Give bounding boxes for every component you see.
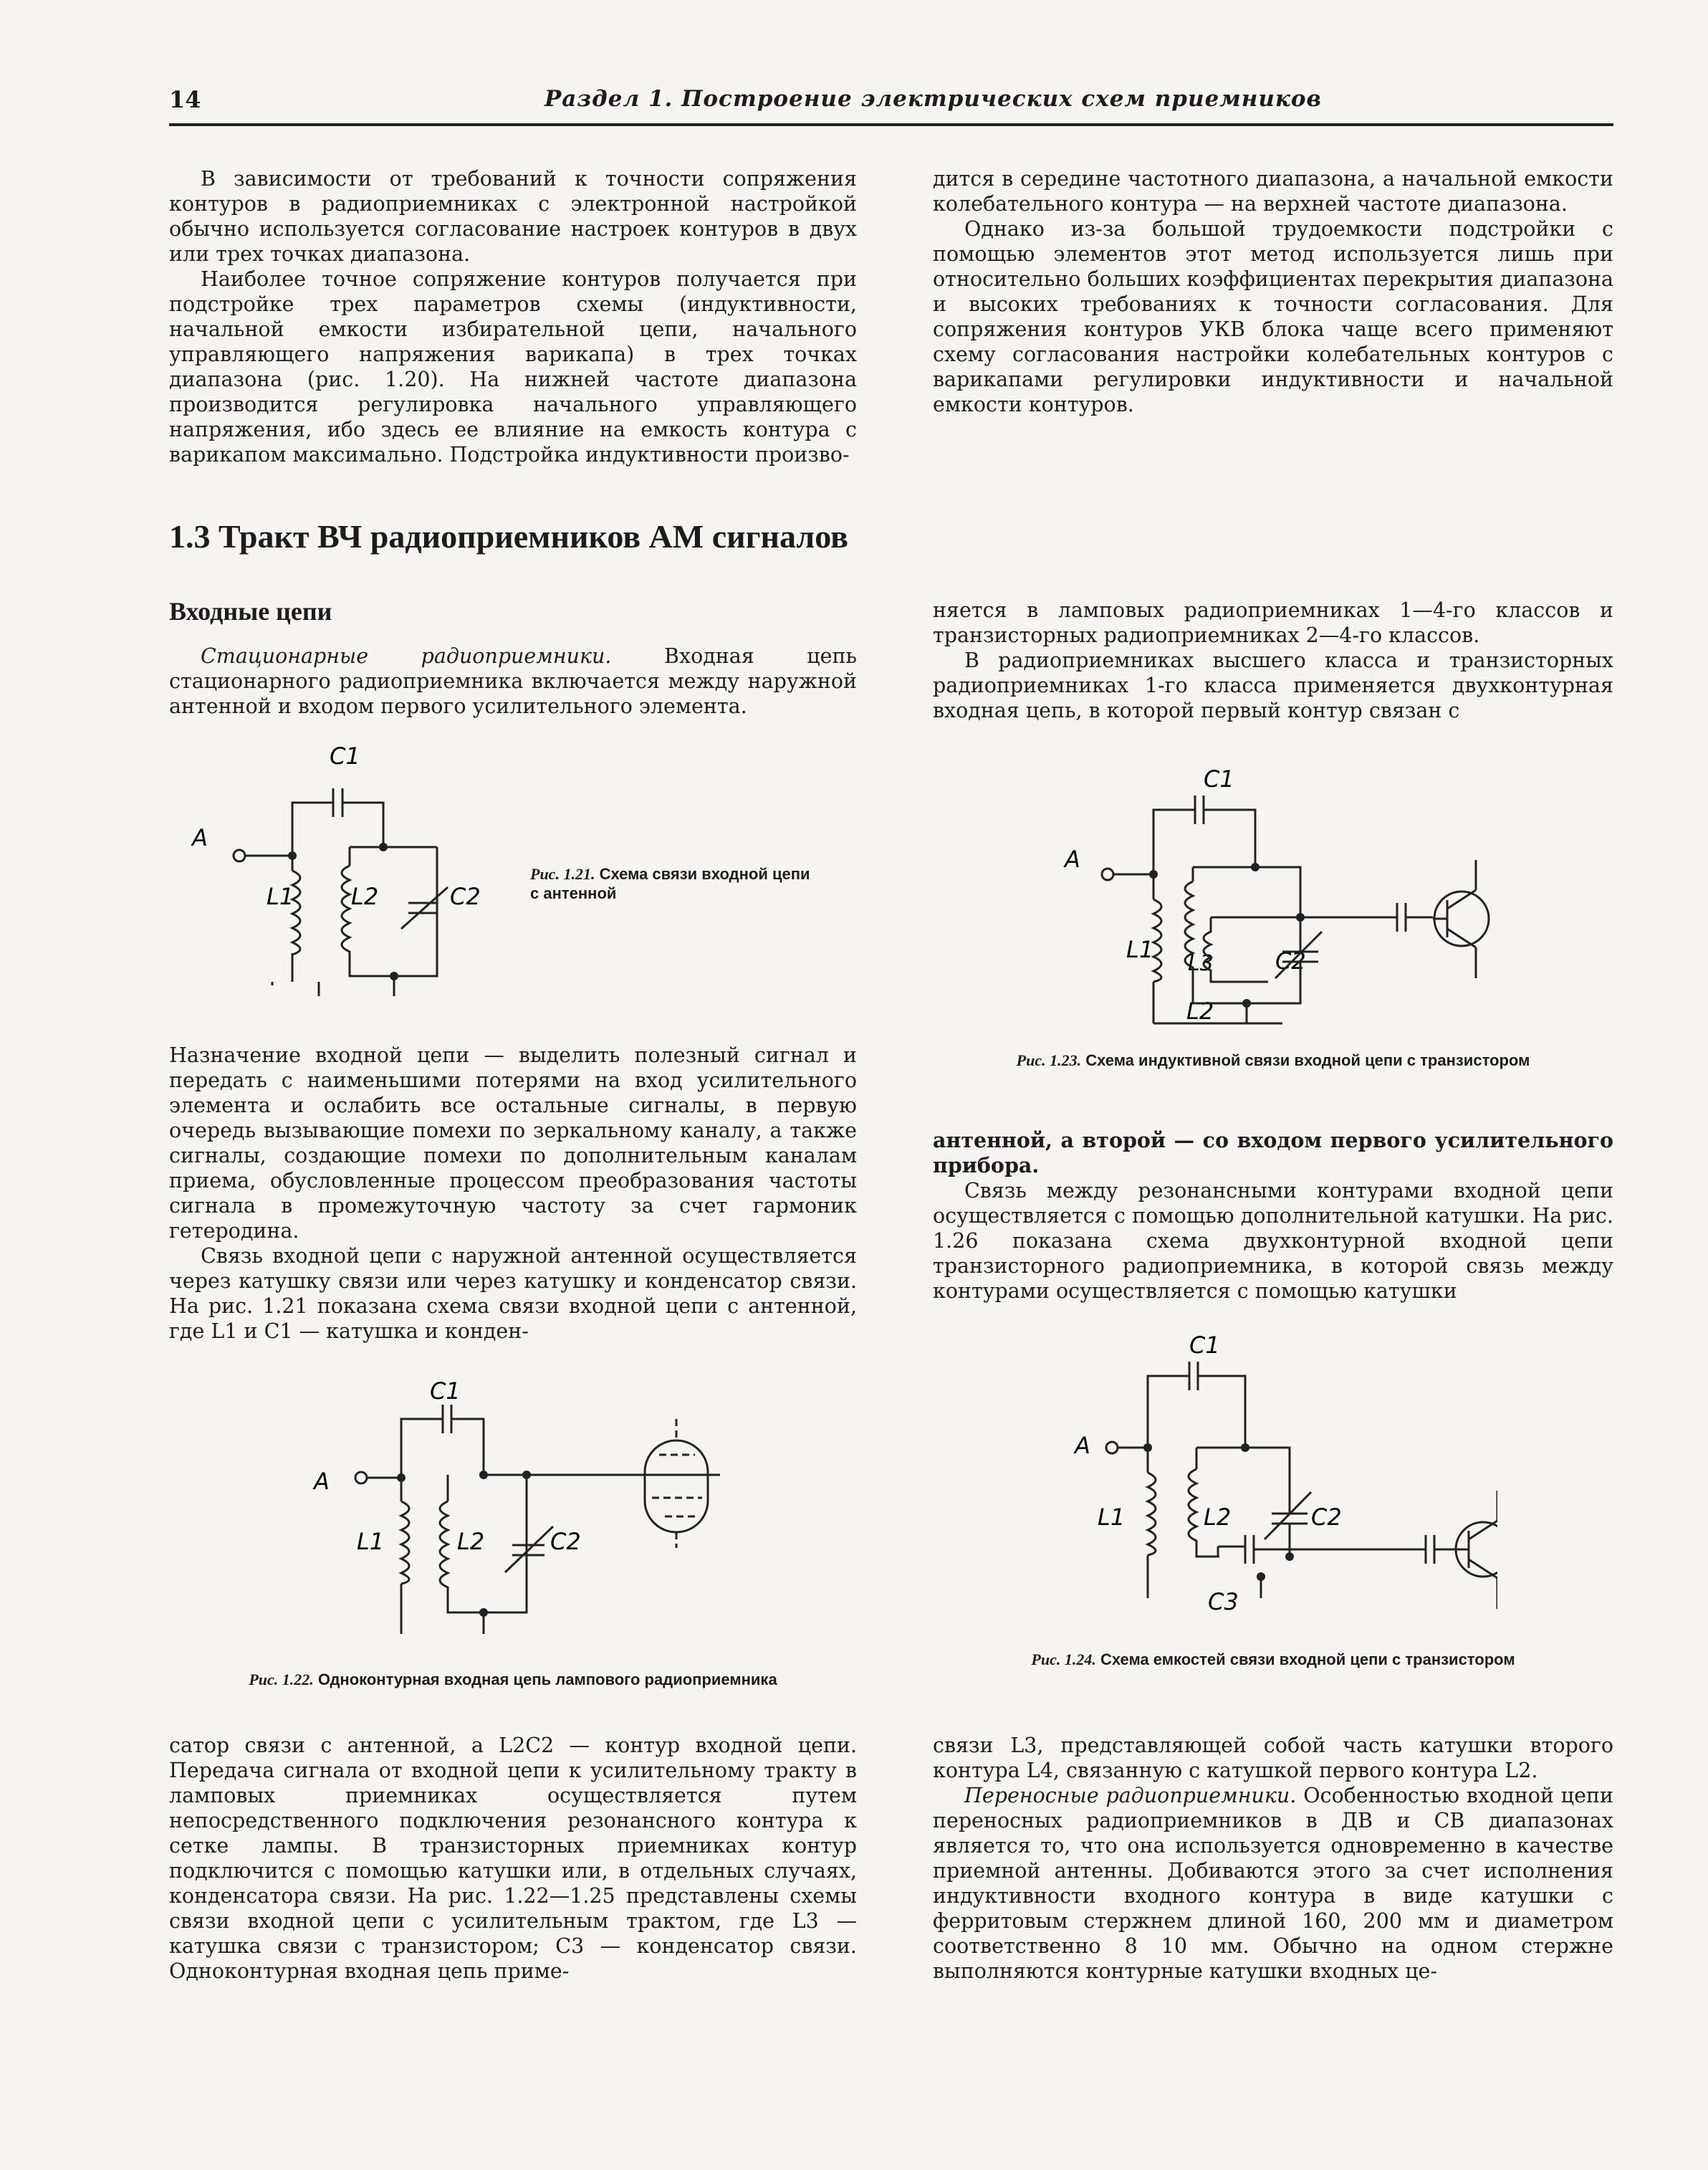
running-header: Раздел 1. Построение электрических схем приемников [544, 86, 1322, 112]
paragraph: связи L3, представляющей собой часть катушки второго контура L4, связанную с катушкой первого контура L2. [933, 1734, 1613, 1782]
figure-1-22-caption: Рис. 1.22. Одноконтурная входная цепь лампового радиоприемника [249, 1670, 777, 1688]
subsection-title: Входные цепи [169, 597, 332, 626]
label-c2: C2 [1275, 947, 1306, 975]
antenna-terminal [234, 850, 245, 861]
antenna-terminal [1102, 869, 1113, 880]
paragraph: Наиболее точное сопряжение контуров получается при подстройке трех параметров схемы (индуктивности, начальной емкости избирательной цепи, начального управляющего напряжения варикапа) в трех точках диапазона (рис. 1.20). На нижней частоте диапазона производится регулировка начального управляющего напряжения, ибо здесь ее влияние на емкость контура с варикапом максимально. Подстройка индуктивности произво- [169, 267, 857, 467]
label-a: A [192, 824, 208, 851]
label-l1: L1 [1126, 936, 1154, 963]
top-right-column [933, 166, 1613, 417]
paragraph: Связь между резонансными контурами входной цепи осуществляется с помощью дополнительной катушки. На рис. 1.26 показана схема двухконтурной входной цепи транзисторного радиоприемника, в которой связь между контурами осуществляется с помощью катушки [933, 1179, 1613, 1303]
label-l1: L1 [267, 883, 294, 910]
paragraph: антенной, а второй — со входом первого усилительного прибора. [933, 1128, 1613, 1177]
label-l2: L2 [351, 883, 379, 910]
figure-1-21 [186, 738, 502, 1010]
label-a: A [314, 1468, 330, 1495]
label-c1: C1 [430, 1377, 461, 1405]
left-middle [169, 1043, 857, 1344]
right-upper [933, 598, 1613, 723]
left-bottom [169, 1733, 857, 1984]
figure-1-21-caption: Рис. 1.21. Схема связи входной цепи с антенной [530, 865, 810, 902]
antenna-terminal [1106, 1442, 1118, 1453]
label-c1: C1 [330, 742, 360, 770]
label-c1: C1 [1204, 765, 1234, 793]
paragraph: Однако из-за большой трудоемкости подстройки с помощью элементов этот метод используется лишь при относительно больших коэффициентах перекрытия диапазона и высоких требованиях к точности согласования. Для сопряжения контуров УКВ блока чаще всего применяют схему согласования настройки колебательных контуров с варикапами регулировки индуктивности и начальной емкости контуров. [933, 217, 1613, 416]
label-c2: C2 [550, 1528, 581, 1555]
paragraph: В зависимости от требований к точности сопряжения контуров в радиоприемниках с электронной настройкой обычно используется согласование настроек контуров в двух или трех точках диапазона. [169, 167, 857, 266]
figure-1-23-caption: Рис. 1.23. Схема индуктивной связи входной цепи с транзистором [1016, 1051, 1530, 1069]
page-number: 14 [169, 86, 201, 113]
header-rule [169, 123, 1613, 126]
label-a: A [1075, 1432, 1090, 1459]
label-c2: C2 [1311, 1504, 1342, 1531]
figure-1-23 [1046, 760, 1505, 1039]
label-l1: L1 [357, 1528, 385, 1555]
label-l2: L2 [1204, 1504, 1232, 1531]
paragraph: Назначение входной цепи — выделить полезный сигнал и передать с наименьшими потерями на вход усилительного элемента и ослабить все остальные сигналы, в первую очередь вызывающие помехи по зеркальному каналу, а также сигналы, создающие помехи по дополнительным каналам приема, обусловленные процессом преобразования частоты сигнала в промежуточную частоту за счет гармоник гетеродина. [169, 1043, 857, 1243]
left-intro [169, 644, 857, 719]
schematic-wires [367, 1405, 720, 1634]
label-c2: C2 [450, 883, 481, 910]
run-in-heading: Переносные радиоприемники. [964, 1784, 1297, 1807]
right-middle [933, 1128, 1613, 1304]
top-left-column [169, 166, 857, 467]
label-l1: L1 [1098, 1504, 1126, 1531]
label-l2: L2 [1186, 998, 1214, 1025]
paragraph: Переносные радиоприемники. Особенностью входной цепи переносных радиоприемников в ДВ и СВ диапазонах является то, что она используется одновременно в качестве приемной антенны. Добиваются этого за счет исполнения индуктивности входного контура в виде катушки с ферритовым стержнем длиной 160, 200 мм и диаметром соответственно 8 10 мм. Обычно на одном стержне выполняются контурные катушки входных це- [933, 1784, 1613, 1983]
paragraph: дится в середине частотного диапазона, а начальной емкости колебательного контура — на верхней частоте диапазона. [933, 167, 1613, 216]
schematic-wires [1113, 795, 1489, 1023]
paragraph: Связь входной цепи с наружной антенной осуществляется через катушку связи или через катушку и конденсатор связи. На рис. 1.21 показана схема связи входной цепи с антенной, где L1 и C1 — катушка и конден- [169, 1244, 857, 1343]
label-a: A [1065, 846, 1080, 873]
antenna-terminal [355, 1472, 367, 1483]
label-c3: C3 [1208, 1588, 1239, 1615]
figure-1-24 [1068, 1326, 1497, 1634]
paragraph: сатор связи с антенной, а L2C2 — контур входной цепи. Передача сигнала от входной цепи к усилительному тракту в ламповых приемниках осуществляется путем непосредственного подключения резонансного контура к сетке лампы. В транзисторных приемниках контур подключится с помощью катушки или, в отдельных случаях, конденсатора связи. На рис. 1.22—1.25 представлены схемы связи входной цепи с усилительным трактом, где L3 — катушка связи с транзистором; C3 — конденсатор связи. Одноконтурная входная цепь приме- [169, 1734, 857, 1983]
right-bottom [933, 1733, 1613, 1984]
label-l2: L2 [457, 1528, 485, 1555]
run-in-heading: Стационарные радиоприемники. [201, 644, 612, 668]
paragraph: В радиоприемниках высшего класса и транзисторных радиоприемниках 1-го класса применяется двухконтурная входная цепь, в которой первый контур связан с [933, 649, 1613, 722]
section-title: 1.3 Тракт ВЧ радиоприемников АМ сигналов [169, 518, 848, 555]
figure-1-22 [301, 1369, 745, 1655]
paragraph: няется в ламповых радиоприемниках 1—4-го классов и транзисторных радиоприемниках 2—4-го классов. [933, 598, 1613, 647]
paragraph: Стационарные радиоприемники. Входная цепь стационарного радиоприемника включается между наружной антенной и входом первого усилительного элемента. [169, 644, 858, 718]
label-l3: L3 [1188, 951, 1214, 976]
schematic-wires [1118, 1362, 1497, 1609]
figure-1-24-caption: Рис. 1.24. Схема емкостей связи входной цепи с транзистором [1031, 1650, 1515, 1668]
label-c1: C1 [1189, 1332, 1220, 1359]
